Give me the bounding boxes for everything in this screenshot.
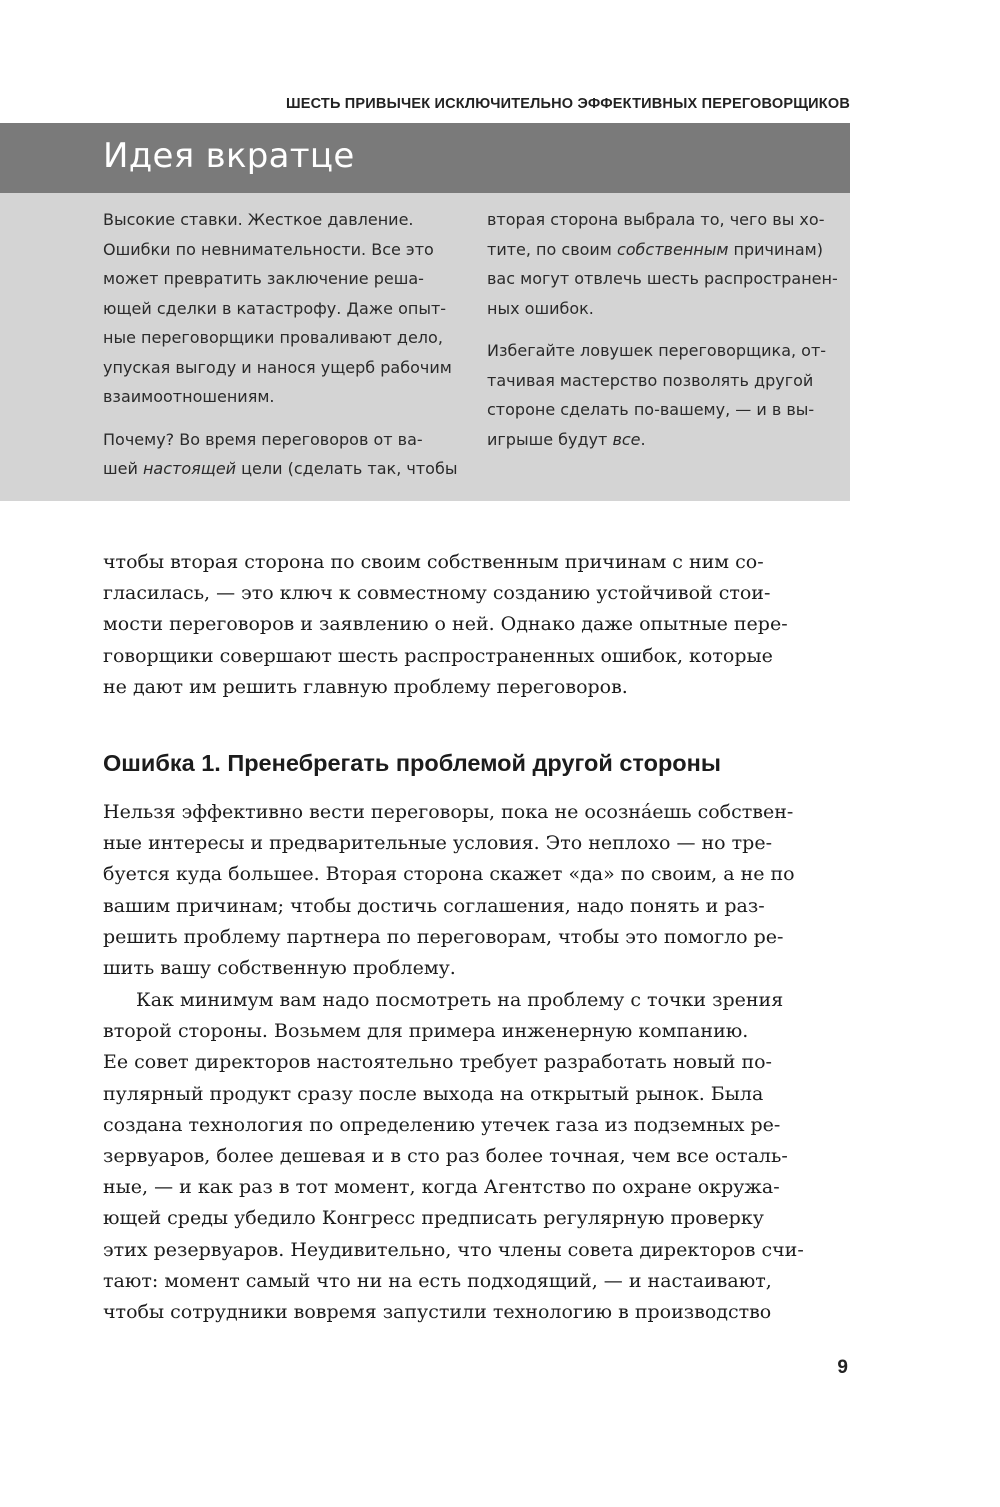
sidebar-left-column bbox=[103, 205, 458, 497]
sidebar-paragraph: Высокие ставки. Жесткое давление. Ошибки по невнимательности. Все это может превратить заключение реша- ющей сделки в катастрофу. Даже опыт- ные переговорщики проваливают дело, упуская выгоду и нанося ущерб рабочим взаимоотношениям. bbox=[103, 210, 452, 406]
body-paragraph-1: Нельзя эффективно вести переговоры, пока не осозна́ешь собствен- ные интересы и предварительные условия. Это неплохо — но тре- буется куда большее. Вторая сторона скажет «да» по своим, а не по вашим причинам; чтобы достичь соглашения, надо понять и раз- решить проблему партнера по переговорам, чтобы это помогло ре- шить вашу собственную проблему. bbox=[103, 801, 795, 980]
sidebar-title: Идея вкратце bbox=[103, 136, 355, 176]
sidebar-right-column bbox=[487, 205, 838, 467]
intro-paragraph: чтобы вторая сторона по своим собственным причинам с ним со- гласилась, — это ключ к совместному созданию устойчивой стои- мости переговоров и заявлению о ней. Однако даже опытные пере- говорщики совершают шесть распространенных ошибок, которые не дают им решить главную проблему переговоров. bbox=[103, 551, 788, 698]
section-heading: Ошибка 1. Пренебрегать проблемой другой стороны bbox=[103, 750, 721, 776]
sidebar-box bbox=[0, 193, 850, 501]
sidebar-paragraph: Избегайте ловушек переговорщика, от- тачивая мастерство позволять другой стороне сделать по-вашему, — и в вы- игрыше будут все. bbox=[487, 341, 827, 449]
body-paragraph-2: Как минимум вам надо посмотреть на проблему с точки зрения второй стороны. Возьмем для примера инженерную компанию. Ее совет директоров настоятельно требует разработать новый по- пулярный продукт сразу после выхода на открытый рынок. Была создана технология по определению утечек газа из подземных ре- зервуаров, более дешевая и в сто раз более точная, чем все осталь- ные, — и как раз в тот момент, когда Агентство по охране окружа- ющей среды убедило Конгресс предписать регулярную проверку этих резервуаров. Неудивительно, что члены совета директоров счи- тают: момент самый что ни на есть подходящий, — и настаивают, чтобы сотрудники вовремя запустили технологию в производство bbox=[103, 989, 804, 1324]
sidebar-paragraph: вторая сторона выбрала то, чего вы хо- тите, по своим собственным причинам) вас могут отвлечь шесть распространен- ных ошибок. bbox=[487, 210, 838, 318]
running-head: ШЕСТЬ ПРИВЫЧЕК ИСКЛЮЧИТЕЛЬНО ЭФФЕКТИВНЫХ ПЕРЕГОВОРЩИКОВ bbox=[285, 96, 850, 112]
sidebar-title-bar bbox=[0, 123, 850, 193]
sidebar-paragraph: Почему? Во время переговоров от ва- шей настоящей цели (сделать так, чтобы bbox=[103, 429, 458, 478]
page-number: 9 bbox=[837, 1357, 848, 1378]
